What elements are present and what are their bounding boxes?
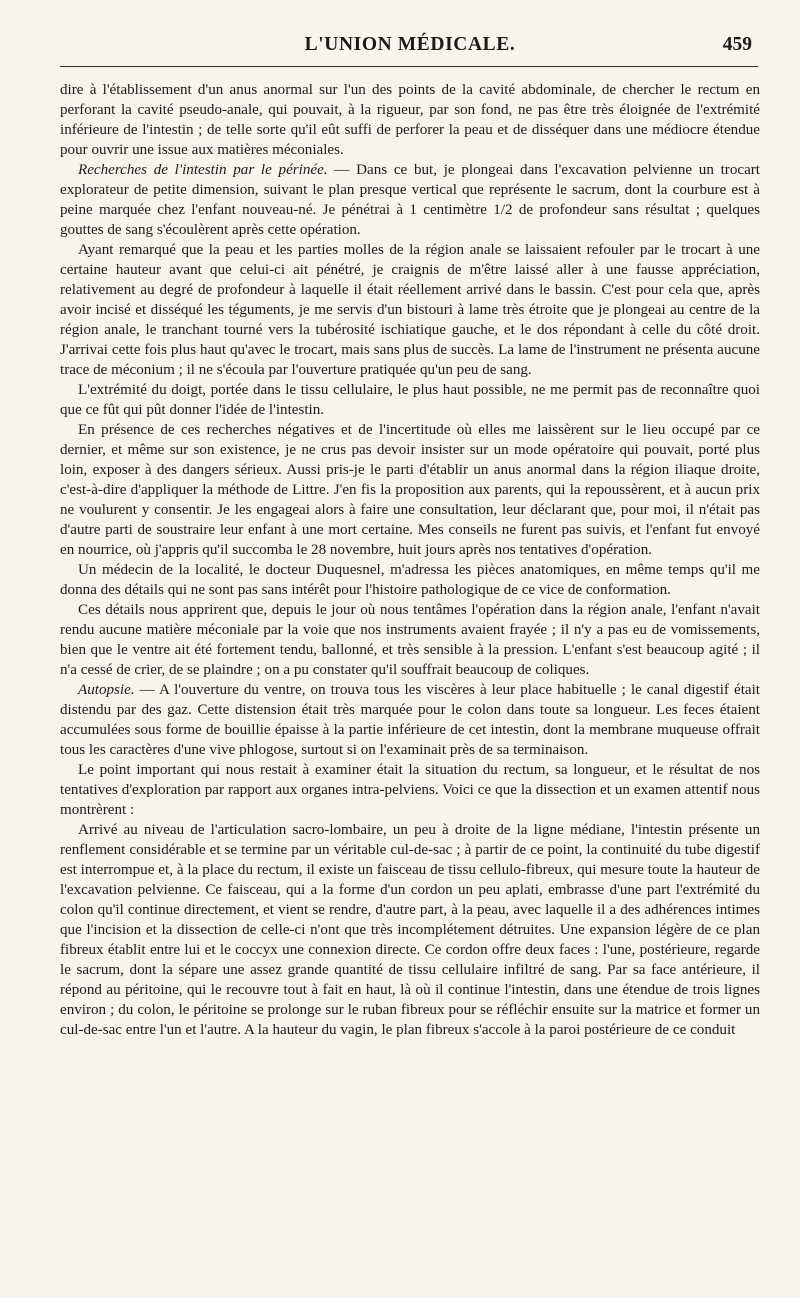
paragraph [60, 760, 760, 820]
paragraph-text: En présence de ces recherches négatives et de l'incertitude où elles me laissèrent sur le lieu occupé par ce dernier, et même sur son existence, je ne crus pas devoir insister sur un mode opératoire qui pouvait, porté plus loin, exposer à des dangers sérieux. Aussi pris-je le parti d'établir un anus anormal dans la région iliaque droite, c'est-à-dire d'appliquer la méthode de Littre. J'en fis la proposition aux parents, qui la repoussèrent, et à aucun prix ne voulurent y consentir. Je les engageai alors à faire une consultation, leur déclarant que, pour moi, il n'était pas d'autre parti de soustraire leur enfant à une mort certaine. Mes conseils ne furent pas suivis, et l'enfant fut envoyé en nourrice, où j'appris qu'il succomba le 28 novembre, huit jours après nos tentatives d'opération. [60, 422, 760, 558]
header-rule [60, 66, 758, 67]
journal-title: L'UNION MÉDICALE. [304, 34, 516, 55]
paragraph-text: L'extrémité du doigt, portée dans le tissu cellulaire, le plus haut possible, ne me permit pas de reconnaître quoi que ce fût qui pût donner l'idée de l'intestin. [60, 382, 760, 418]
paragraph [60, 160, 760, 240]
paragraph [60, 420, 760, 560]
page-number: 459 [722, 34, 752, 55]
running-header [60, 30, 760, 64]
paragraph-text: Arrivé au niveau de l'articulation sacro-lombaire, un peu à droite de la ligne médiane, l'intestin présente un renflement considérable et se termine par un véritable cul-de-sac ; à partir de ce point, la continuité du tube digestif est interrompue et, à la place du rectum, il existe un faisceau de tissu cellulo-fibreux, qui mesure toute la hauteur de l'excavation pelvienne. Ce faisceau, qui a la forme d'un cordon un peu aplati, embrasse d'une part l'extrémité du colon qu'il continue directement, et vient se rendre, d'autre part, à la peau, avec laquelle il a des adhérences intimes que l'incision et la dissection de celle-ci n'ont que très incomplétement détruites. Une expansion légère de ce plan fibreux établit entre lui et le coccyx une connexion directe. Ce cordon offre deux faces : l'une, postérieure, regarde le sacrum, dont la sépare une assez grande quantité de tissu cellulaire infiltré de sang. Par sa face antérieure, il répond au péritoine, qui le recouvre tout à fait en haut, là où il continue l'intestin, dans une étendue de trois lignes environ ; du colon, le péritoine se prolonge sur le ruban fibreux pour se réfléchir ensuite sur la matrice et former un cul-de-sac entre l'un et l'autre. A la hauteur du vagin, le plan fibreux s'accole à la paroi postérieure de ce conduit [60, 822, 760, 1038]
paragraph [60, 680, 760, 760]
paragraph [60, 560, 760, 600]
paragraph-text: — Dans ce but, je plongeai dans l'excavation pelvienne un trocart explorateur de petite dimension, suivant le plan presque vertical que représente le sacrum, dont la courbure est à peine marquée chez l'enfant nouveau-né. Je pénétrai à 1 centimètre 1/2 de profondeur sans résultat ; quelques gouttes de sang s'écoulèrent après cette opération. [60, 162, 760, 238]
section-heading: Recherches de l'intestin par le périnée. [78, 162, 328, 178]
paragraph-text: Le point important qui nous restait à examiner était la situation du rectum, sa longueur, et le résultat de nos tentatives d'exploration par rapport aux organes intra-pelviens. Voici ce que la dissection et un examen attentif nous montrèrent : [60, 762, 760, 818]
paragraph-text: — A l'ouverture du ventre, on trouva tous les viscères à leur place habituelle ; le canal digestif était distendu par des gaz. Cette distension était très marquée pour le colon dans toute sa longueur. Les feces étaient accumulées sous forme de bouillie épaisse à la partie inférieure de cet intestin, dont la membrane muqueuse offrait tous les caractères d'une vive phlogose, surtout si on l'examinait près de sa terminaison. [60, 682, 760, 758]
article-body [60, 80, 760, 1040]
paragraph [60, 820, 760, 1040]
paragraph-text: Ayant remarqué que la peau et les parties molles de la région anale se laissaient refouler par le trocart à une certaine hauteur avant que celui-ci ait pénétré, je craignis de m'être laissé aller à une fausse appréciation, relativement au degré de profondeur à laquelle il était réellement arrivé dans le bassin. C'est pour cela que, après avoir incisé et disséqué les téguments, je me servis d'un bistouri à lame très étroite que je plongeai au centre de la région anale, le tranchant tourné vers la tubérosité ischiatique gauche, et le dos répondant à celle du côté droit. J'arrivai cette fois plus haut qu'avec le trocart, mais sans plus de succès. La lame de l'instrument ne présenta aucune trace de méconium ; il ne s'écoula par l'ouverture pratiquée qu'un peu de sang. [60, 242, 760, 378]
section-heading: Autopsie. [78, 682, 135, 698]
paragraph-text: dire à l'établissement d'un anus anormal sur l'un des points de la cavité abdominale, de chercher le rectum en perforant la cavité pseudo-anale, qui pouvait, à la rigueur, par son fond, ne pas être très éloignée de l'extrémité inférieure de l'intestin ; de telle sorte qu'il eût suffi de perforer la peau et de disséquer dans une médiocre étendue pour ouvrir une issue aux matières méconiales. [60, 82, 760, 158]
paragraph [60, 600, 760, 680]
paragraph [60, 240, 760, 380]
paragraph-text: Un médecin de la localité, le docteur Duquesnel, m'adressa les pièces anatomiques, en même temps qu'il me donna des détails qui ne sont pas sans intérêt pour l'histoire pathologique de ce vice de conformation. [60, 562, 760, 598]
paragraph [60, 80, 760, 160]
paragraph-text: Ces détails nous apprirent que, depuis le jour où nous tentâmes l'opération dans la région anale, l'enfant n'avait rendu aucune matière méconiale par la voie que nos instruments avaient frayée ; il n'y a pas eu de vomissements, bien que le ventre ait été fortement tendu, ballonné, et très sensible à la pression. L'enfant s'est beaucoup agité ; il n'a cessé de crier, de se plaindre ; on a pu constater qu'il souffrait beaucoup de coliques. [60, 602, 760, 678]
paragraph [60, 380, 760, 420]
